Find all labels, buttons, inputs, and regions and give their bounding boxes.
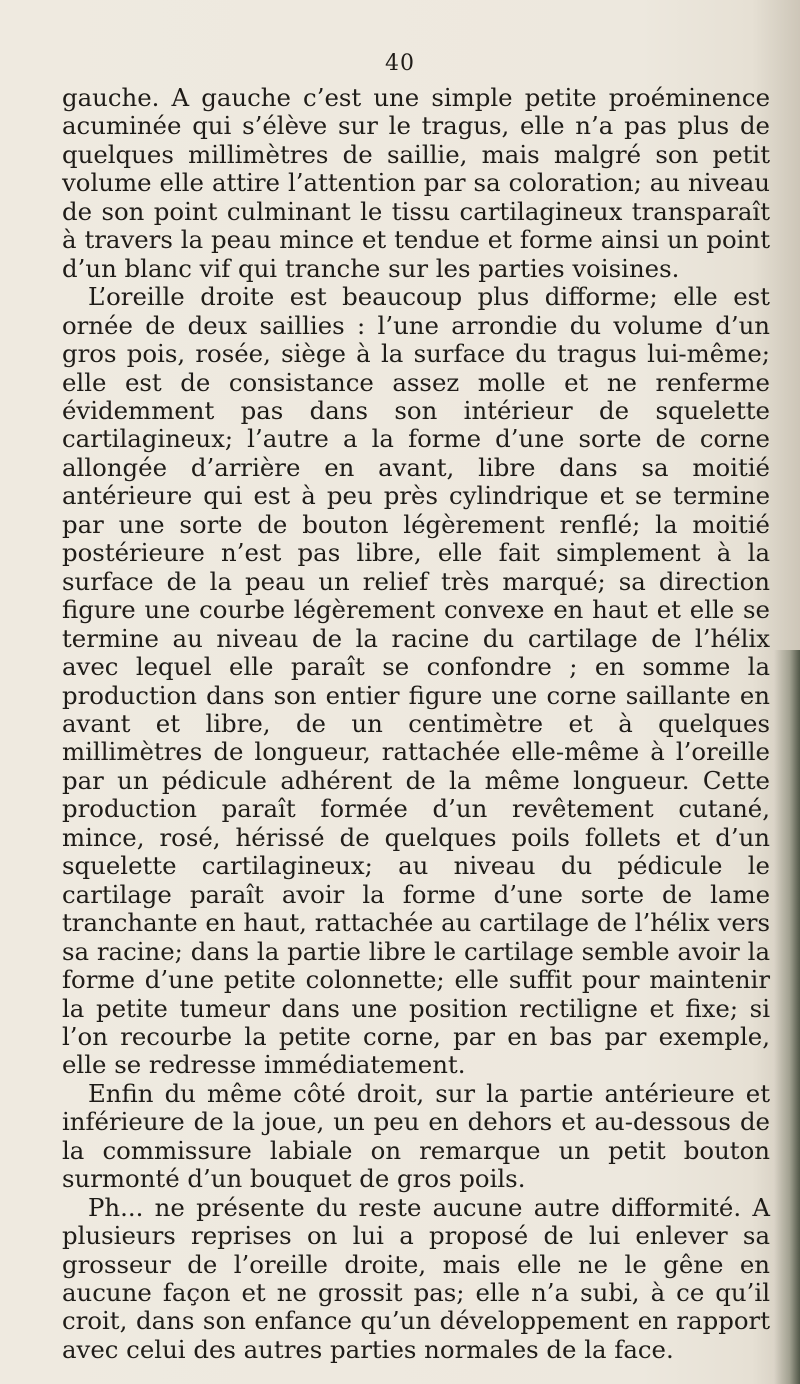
paragraph-left-ear: gauche. A gauche c’est une simple petite proéminence acuminée qui s’élève sur le tragus, elle n’a pas plus de quelques millimètres de saillie, mais malgré son petit volume elle attire l’attention par sa coloration; au niveau de son point culminant le tissu cartilagineux transparaît à travers la peau mince et tendue et forme ainsi un point d’un blanc vif qui tranche sur les parties voisines. xyxy=(62,83,770,283)
paragraph-right-ear: L’oreille droite est beaucoup plus difforme; elle est ornée de deux saillies : l’une arrondie du volume d’un gros pois, rosée, siège à la surface du tragus lui-même; elle est de consistance assez molle et ne renferme évidemment pas dans son intérieur de squelette cartilagineux; l’autre a la forme d’une sorte de corne allongée d’arrière en avant, libre dans sa moitié antérieure qui est à peu près cylindrique et se termine par une sorte de bouton légèrement renflé; la moitié postérieure n’est pas libre, elle fait simplement à la surface de la peau un relief très marqué; sa direction figure une courbe légèrement convexe en haut et elle se termine au niveau de la racine du cartilage de l’hélix avec lequel elle paraît se confondre ; en somme la production dans son entier figure une corne saillante en avant et libre, de un centimètre et à quelques millimètres de longueur, rattachée elle-même à l’oreille par un pédicule adhérent de la même longueur. Cette production paraît formée d’un revêtement cutané, mince, rosé, hérissé de quelques poils follets et d’un squelette cartilagineux; au niveau du pédicule le cartilage paraît avoir la forme d’une sorte de lame tranchante en haut, rattachée au cartilage de l’hélix vers sa racine; dans la partie libre le cartilage semble avoir la forme d’une petite colonnette; elle suffit pour maintenir la petite tumeur dans une position rectiligne et fixe; si l’on recourbe la petite corne, par en bas par exemple, elle se redresse immédiatement. xyxy=(62,282,770,1080)
paragraph-cheek: Enfin du même côté droit, sur la partie antérieure et inférieure de la joue, un peu en dehors et au-dessous de la commissure labiale on remarque un petit bouton surmonté d’un bouquet de gros poils. xyxy=(62,1078,770,1194)
paragraph-conclusion: Ph... ne présente du reste aucune autre difformité. A plusieurs reprises on lui a proposé de lui enlever sa grosseur de l’oreille droite, mais elle ne le gêne en aucune façon et ne grossit pas; elle n’a subi, à ce qu’il croit, dans son enfance qu’un développement en rapport avec celui des autres parties normales de la face. xyxy=(62,1192,770,1364)
page-number: 40 xyxy=(385,51,415,76)
body-text xyxy=(62,84,770,1364)
page-edge-shadow xyxy=(774,650,800,1384)
